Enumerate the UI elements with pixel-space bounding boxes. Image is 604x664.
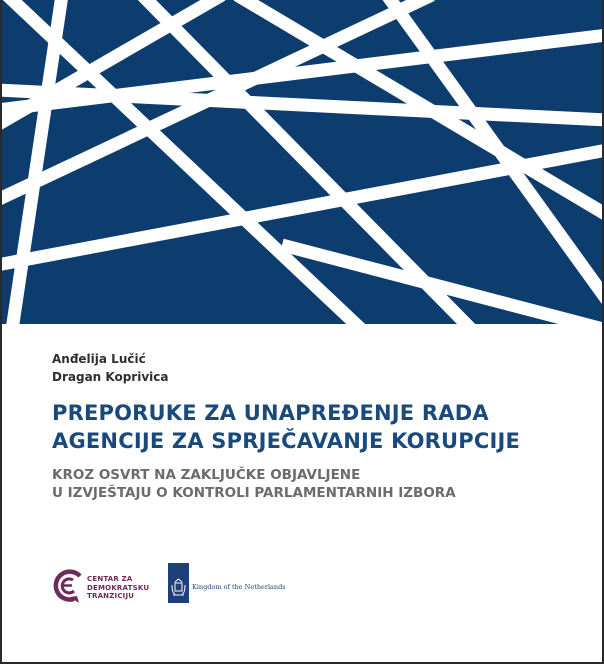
report-title (52, 399, 592, 455)
cover-banner (2, 0, 602, 324)
title-line: PREPORUKE ZA UNAPREĐENJE RADA (52, 401, 489, 425)
netherlands-crest-icon (168, 563, 189, 603)
author-name: Dragan Koprivica (52, 370, 169, 384)
cdt-logo-icon (50, 566, 86, 606)
author-list (52, 350, 168, 386)
cdt-logo-line: TRANZICIJU (87, 592, 135, 600)
netherlands-logo (168, 563, 286, 603)
cdt-logo (50, 566, 150, 606)
subtitle-line: KROZ OSVRT NA ZAKLJUČKE OBJAVLJENE (52, 467, 361, 483)
netherlands-logo-text: Kingdom of the Netherlands (192, 583, 286, 591)
report-subtitle (52, 466, 592, 502)
banner-pattern (2, 0, 602, 324)
cdt-logo-text (87, 575, 149, 601)
subtitle-line: U IZVJEŠTAJU O KONTROLI PARLAMENTARNIH IZBORA (52, 485, 456, 501)
frame-border-left (0, 0, 2, 664)
cdt-logo-line: CENTAR ZA (87, 575, 133, 583)
title-line: AGENCIJE ZA SPRJEČAVANJE KORUPCIJE (52, 429, 521, 453)
author-name: Anđelija Lučić (52, 352, 146, 366)
cdt-logo-line: DEMOKRATSKU (87, 583, 150, 592)
